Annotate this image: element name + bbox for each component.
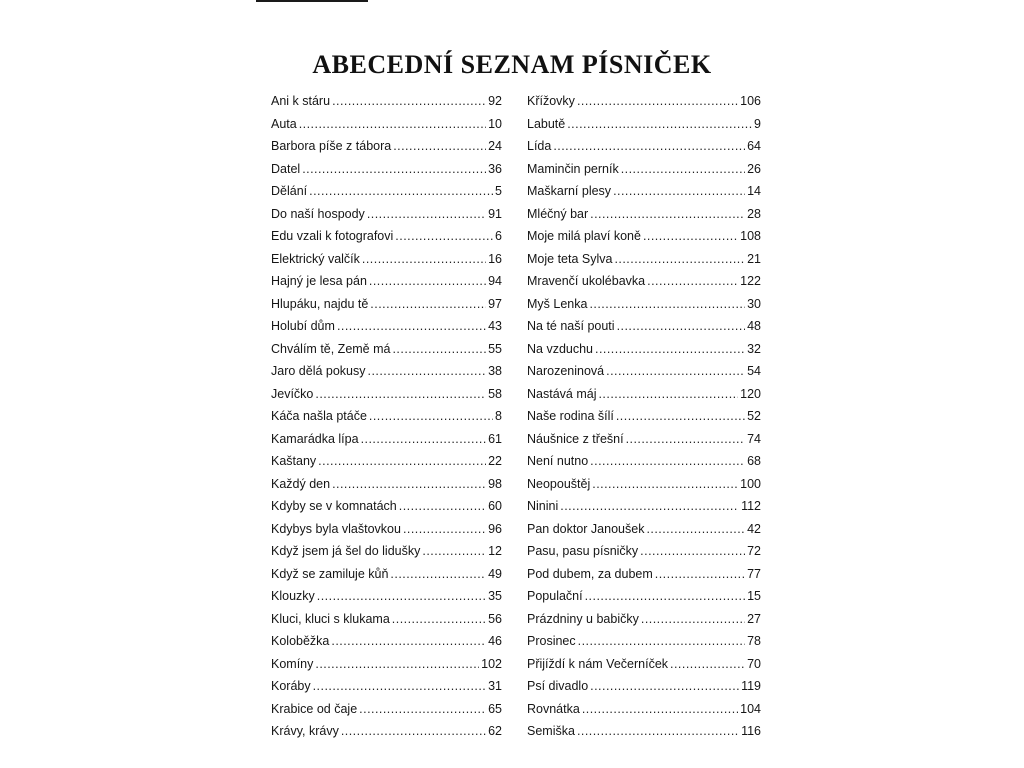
dot-leader — [361, 432, 487, 446]
song-title: Prázdniny u babičky — [527, 611, 639, 626]
song-title: Kdyby se v komnatách — [271, 499, 397, 514]
song-title: Když jsem já šel do lidušky — [271, 544, 421, 559]
dot-leader — [299, 117, 486, 131]
song-index-entry — [527, 274, 761, 297]
page-number: 9 — [754, 116, 761, 131]
dot-leader — [670, 657, 745, 671]
page-number: 32 — [747, 341, 761, 356]
song-title: Narozeninová — [527, 364, 605, 379]
song-index-entry — [271, 297, 502, 320]
song-index-entry — [271, 612, 502, 635]
dot-leader — [590, 454, 745, 468]
page-number: 74 — [747, 431, 761, 446]
dot-leader — [399, 499, 486, 513]
dot-leader — [369, 409, 493, 423]
page-number: 65 — [488, 701, 502, 716]
page-number: 97 — [488, 296, 502, 311]
page-number: 119 — [741, 679, 761, 694]
song-index-right-column — [527, 94, 761, 747]
song-title: Koloběžka — [271, 634, 330, 649]
dot-leader — [392, 612, 486, 626]
song-index-entry — [271, 679, 502, 702]
song-title: Myš Lenka — [527, 296, 588, 311]
song-title: Edu vzali k fotografovi — [271, 229, 394, 244]
page-number: 100 — [740, 476, 761, 491]
dot-leader — [585, 589, 745, 603]
song-title: Není nutno — [527, 454, 589, 469]
song-title: Dělání — [271, 184, 308, 199]
song-index-entry — [271, 724, 502, 747]
song-index-entry — [527, 522, 761, 545]
page-number: 98 — [488, 476, 502, 491]
dot-leader — [613, 184, 745, 198]
page-number: 112 — [741, 499, 761, 514]
song-index-entry — [271, 634, 502, 657]
song-index-entry — [527, 94, 761, 117]
dot-leader — [313, 679, 486, 693]
song-title: Lída — [527, 139, 552, 154]
dot-leader — [592, 477, 738, 491]
dot-leader — [641, 612, 745, 626]
dot-leader — [640, 544, 745, 558]
page-number: 68 — [747, 454, 761, 469]
song-title: Ani k stáru — [271, 94, 331, 108]
page-number: 43 — [488, 319, 502, 334]
song-title: Když se zamiluje kůň — [271, 566, 389, 581]
song-index-entry — [527, 207, 761, 230]
dot-leader — [646, 522, 745, 536]
page-number: 56 — [488, 611, 502, 626]
song-index-entry — [271, 499, 502, 522]
page-number: 108 — [740, 229, 761, 244]
song-title: Do naší hospody — [271, 206, 365, 221]
page-number: 28 — [747, 206, 761, 221]
song-index-entry — [271, 94, 502, 117]
dot-leader — [589, 297, 745, 311]
dot-leader — [560, 499, 739, 513]
dot-leader — [368, 364, 487, 378]
song-title: Na vzduchu — [527, 341, 594, 356]
song-title: Na té naší pouti — [527, 319, 615, 334]
song-index-entry — [527, 409, 761, 432]
song-index-entry — [527, 589, 761, 612]
song-index-entry — [271, 342, 502, 365]
song-title: Datel — [271, 161, 301, 176]
dot-leader — [617, 319, 746, 333]
song-index-entry — [527, 342, 761, 365]
dot-leader — [403, 522, 486, 536]
song-index-entry — [527, 162, 761, 185]
dot-leader — [370, 297, 486, 311]
dot-leader — [553, 139, 745, 153]
song-index-entry — [271, 184, 502, 207]
dot-leader — [590, 679, 739, 693]
song-title: Nastává máj — [527, 386, 597, 401]
song-title: Maškarní plesy — [527, 184, 612, 199]
page-number: 92 — [488, 94, 502, 108]
dot-leader — [422, 544, 486, 558]
page-number: 15 — [747, 589, 761, 604]
song-index-entry — [527, 679, 761, 702]
dot-leader — [392, 342, 486, 356]
song-title: Jevíčko — [271, 386, 314, 401]
page-number: 36 — [488, 161, 502, 176]
song-index-entry — [271, 162, 502, 185]
dot-leader — [367, 207, 486, 221]
dot-leader — [582, 702, 738, 716]
song-index-entry — [527, 454, 761, 477]
page-number: 21 — [747, 251, 761, 266]
song-index-entry — [527, 634, 761, 657]
song-index-entry — [271, 229, 502, 252]
page-number: 54 — [747, 364, 761, 379]
page-number: 46 — [488, 634, 502, 649]
song-title: Maminčin perník — [527, 161, 619, 176]
song-title: Hajný je lesa pán — [271, 274, 367, 289]
dot-leader — [621, 162, 745, 176]
dot-leader — [317, 589, 486, 603]
dot-leader — [577, 94, 738, 108]
page-number: 120 — [740, 386, 761, 401]
song-index-entry — [271, 567, 502, 590]
dot-leader — [647, 274, 738, 288]
song-title: Populační — [527, 589, 583, 604]
song-index-entry — [527, 184, 761, 207]
page-number: 49 — [488, 566, 502, 581]
page-number: 42 — [747, 521, 761, 536]
song-title: Neopouštěj — [527, 476, 591, 491]
page-number: 122 — [740, 274, 761, 289]
dot-leader — [369, 274, 486, 288]
song-title: Labutě — [527, 116, 566, 131]
dot-leader — [598, 387, 738, 401]
song-index-entry — [527, 252, 761, 275]
page-number: 38 — [488, 364, 502, 379]
song-title: Ninini — [527, 499, 559, 514]
song-title: Naše rodina šílí — [527, 409, 614, 424]
song-title: Chválím tě, Země má — [271, 341, 391, 356]
dot-leader — [337, 319, 486, 333]
song-index-entry — [271, 207, 502, 230]
page-number: 22 — [488, 454, 502, 469]
dot-leader — [590, 207, 745, 221]
song-index-entry — [271, 477, 502, 500]
song-title: Náušnice z třešní — [527, 431, 624, 446]
song-index-entry — [271, 589, 502, 612]
song-title: Semiška — [527, 724, 575, 739]
song-index-entry — [527, 499, 761, 522]
song-title: Jaro dělá pokusy — [271, 364, 366, 379]
dot-leader — [577, 724, 739, 738]
song-index-entry — [527, 702, 761, 725]
song-title: Pod dubem, za dubem — [527, 566, 653, 581]
song-index-entry — [527, 612, 761, 635]
page-number: 30 — [747, 296, 761, 311]
song-title: Koráby — [271, 679, 311, 694]
song-index-entry — [527, 297, 761, 320]
song-index-entry — [527, 139, 761, 162]
song-title: Přijíždí k nám Večerníček — [527, 656, 669, 671]
page-number: 94 — [488, 274, 502, 289]
dot-leader — [567, 117, 752, 131]
song-title: Moje teta Sylva — [527, 251, 613, 266]
song-index-entry — [271, 364, 502, 387]
song-title: Psí divadlo — [527, 679, 589, 694]
page-number: 16 — [488, 251, 502, 266]
page-number: 12 — [488, 544, 502, 559]
page-number: 62 — [488, 724, 502, 739]
song-index-entry — [527, 657, 761, 680]
page-number: 35 — [488, 589, 502, 604]
song-title: Kamarádka lípa — [271, 431, 359, 446]
song-index-entry — [527, 387, 761, 410]
song-index-entry — [271, 252, 502, 275]
song-index-entry — [527, 229, 761, 252]
page-number: 55 — [488, 341, 502, 356]
page-number: 60 — [488, 499, 502, 514]
song-title: Hlupáku, najdu tě — [271, 296, 369, 311]
page-number: 31 — [488, 679, 502, 694]
dot-leader — [315, 387, 486, 401]
page-number: 106 — [740, 94, 761, 108]
top-rule-divider — [256, 0, 368, 2]
dot-leader — [390, 567, 486, 581]
song-title: Holubí dům — [271, 319, 335, 334]
page-number: 26 — [747, 161, 761, 176]
page-number: 102 — [481, 656, 502, 671]
page-number: 91 — [488, 206, 502, 221]
dot-leader — [395, 229, 493, 243]
song-title: Mléčný bar — [527, 206, 589, 221]
song-index-entry — [271, 409, 502, 432]
song-index-entry — [527, 117, 761, 140]
page-number: 58 — [488, 386, 502, 401]
page-number: 77 — [747, 566, 761, 581]
dot-leader — [578, 634, 745, 648]
page-number: 78 — [747, 634, 761, 649]
page-number: 10 — [488, 116, 502, 131]
song-index-entry — [271, 544, 502, 567]
song-index-entry — [527, 567, 761, 590]
dot-leader — [614, 252, 745, 266]
dot-leader — [655, 567, 745, 581]
song-title: Každý den — [271, 476, 331, 491]
dot-leader — [331, 634, 486, 648]
song-title: Kaštany — [271, 454, 317, 469]
song-index-entry — [527, 432, 761, 455]
song-index-entry — [271, 522, 502, 545]
song-index-entry — [271, 454, 502, 477]
dot-leader — [359, 702, 486, 716]
song-index-entry — [271, 117, 502, 140]
page-number: 48 — [747, 319, 761, 334]
page-number: 61 — [488, 431, 502, 446]
dot-leader — [643, 229, 738, 243]
page-number: 96 — [488, 521, 502, 536]
song-title: Kluci, kluci s klukama — [271, 611, 390, 626]
song-title: Elektrický valčík — [271, 251, 360, 266]
song-title: Krabice od čaje — [271, 701, 358, 716]
song-title: Krávy, krávy — [271, 724, 339, 739]
dot-leader — [606, 364, 745, 378]
song-title: Křížovky — [527, 94, 575, 108]
dot-leader — [626, 432, 746, 446]
dot-leader — [616, 409, 745, 423]
page-number: 8 — [495, 409, 502, 424]
song-index-entry — [527, 319, 761, 342]
dot-leader — [362, 252, 486, 266]
song-title: Moje milá plaví koně — [527, 229, 641, 244]
song-index-entry — [271, 432, 502, 455]
song-index-entry — [527, 724, 761, 747]
page-number: 116 — [741, 724, 761, 739]
song-index-entry — [527, 477, 761, 500]
song-title: Pan doktor Janoušek — [527, 521, 645, 536]
song-index-entry — [271, 139, 502, 162]
song-title: Komíny — [271, 656, 314, 671]
song-index-entry — [271, 319, 502, 342]
song-index-entry — [271, 657, 502, 680]
page-title: ABECEDNÍ SEZNAM PÍSNIČEK — [312, 50, 712, 80]
page-number: 64 — [747, 139, 761, 154]
song-index-entry — [271, 702, 502, 725]
page-number: 72 — [747, 544, 761, 559]
song-title: Káča našla ptáče — [271, 409, 367, 424]
song-title: Mravenčí ukolébavka — [527, 274, 646, 289]
page-number: 5 — [495, 184, 502, 199]
dot-leader — [332, 94, 486, 108]
dot-leader — [302, 162, 486, 176]
dot-leader — [595, 342, 745, 356]
song-title: Pasu, pasu písničky — [527, 544, 639, 559]
page-number: 104 — [740, 701, 761, 716]
song-index-left-column — [271, 94, 502, 747]
song-index-entry — [527, 364, 761, 387]
song-title: Barbora píše z tábora — [271, 139, 392, 154]
page-number: 24 — [488, 139, 502, 154]
page-number: 14 — [747, 184, 761, 199]
dot-leader — [309, 184, 493, 198]
song-title: Rovnátka — [527, 701, 580, 716]
dot-leader — [315, 657, 479, 671]
page-number: 27 — [747, 611, 761, 626]
dot-leader — [332, 477, 486, 491]
page-number: 6 — [495, 229, 502, 244]
song-title: Kdybys byla vlaštovkou — [271, 521, 401, 536]
song-index-entry — [271, 387, 502, 410]
dot-leader — [318, 454, 486, 468]
page-number: 52 — [747, 409, 761, 424]
song-title: Auta — [271, 116, 297, 131]
song-index-entry — [271, 274, 502, 297]
song-index-entry — [527, 544, 761, 567]
song-title: Prosinec — [527, 634, 576, 649]
dot-leader — [341, 724, 486, 738]
dot-leader — [393, 139, 486, 153]
song-title: Klouzky — [271, 589, 315, 604]
page-number: 70 — [747, 656, 761, 671]
